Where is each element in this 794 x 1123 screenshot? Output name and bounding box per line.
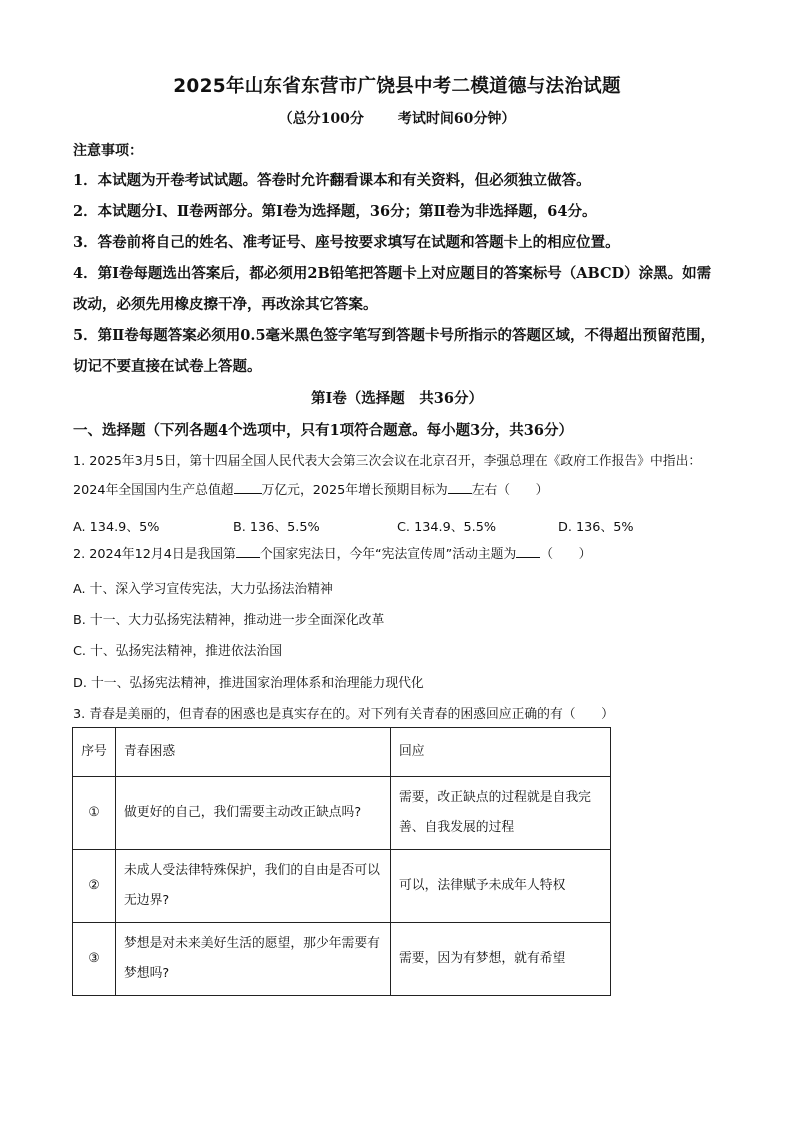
q2-option-c: C. 十、弘扬宪法精神，推进依法治国 bbox=[73, 644, 283, 659]
q2-stem-a: 2. 2024年12月4日是我国第 bbox=[73, 547, 236, 562]
row-puzzle: 梦想是对未来美好生活的愿望，那少年需要有梦想吗? bbox=[116, 923, 391, 996]
table-row bbox=[73, 923, 611, 996]
row-response: 需要，改正缺点的过程就是自我完善、自我发展的过程 bbox=[391, 777, 611, 850]
answer-blank bbox=[236, 545, 260, 558]
note-item: 1．本试题为开卷考试试题。答卷时允许翻看课本和有关资料，但必须独立做答。 bbox=[73, 172, 591, 189]
row-response: 需要，因为有梦想，就有希望 bbox=[391, 923, 611, 996]
total-score: （总分100分 bbox=[278, 111, 364, 127]
note-item: 3．答卷前将自己的姓名、准考证号、座号按要求填写在试题和答题卡上的相应位置。 bbox=[73, 234, 620, 251]
q2-option-d: D. 十一、弘扬宪法精神，推进国家治理体系和治理能力现代化 bbox=[73, 676, 424, 691]
q2-option-a: A. 十、深入学习宣传宪法，大力弘扬法治精神 bbox=[73, 582, 333, 597]
q1-option-d: D. 136、5% bbox=[558, 520, 634, 535]
row-number: ① bbox=[73, 777, 116, 850]
q1-stem-c: 左右（ ） bbox=[471, 483, 549, 498]
q1-option-b: B. 136、5.5% bbox=[233, 520, 320, 535]
row-number: ③ bbox=[73, 923, 116, 996]
notes-heading: 注意事项： bbox=[73, 143, 143, 159]
note-item: 5．第Ⅱ卷每题答案必须用0.5毫米黑色签字笔写到答题卡号所指示的答题区域，不得超出预留范围，切记不要直接在试卷上答题。 bbox=[73, 327, 716, 375]
header-number: 序号 bbox=[73, 728, 116, 777]
table-header-row bbox=[73, 728, 611, 777]
note-item: 2．本试题分Ⅰ、Ⅱ卷两部分。第Ⅰ卷为选择题，36分；第Ⅱ卷为非选择题，64分。 bbox=[73, 203, 597, 220]
row-puzzle: 未成人受法律特殊保护，我们的自由是否可以无边界? bbox=[116, 850, 391, 923]
exam-title: 2025年山东省东营市广饶县中考二模道德与法治试题 bbox=[173, 76, 621, 97]
header-puzzle: 青春困惑 bbox=[116, 728, 391, 777]
q1-option-a: A. 134.9、5% bbox=[73, 520, 160, 535]
table-row bbox=[73, 777, 611, 850]
part-heading: 一、选择题（下列各题4个选项中，只有1项符合题意。每小题3分，共36分） bbox=[73, 422, 573, 439]
question-2-stem bbox=[73, 540, 728, 569]
exam-time: 考试时间60分钟） bbox=[397, 111, 516, 127]
note-item: 4．第Ⅰ卷每题选出答案后，都必须用2B铅笔把答题卡上对应题目的答案标号（ABCD）涂黑。如需改动，必须先用橡皮擦干净，再改涂其它答案。 bbox=[73, 265, 712, 313]
question-3-stem: 3. 青春是美丽的，但青春的困惑也是真实存在的。对下列有关青春的困惑回应正确的有（ ） bbox=[73, 707, 614, 722]
header-response: 回应 bbox=[391, 728, 611, 777]
q3-table bbox=[72, 727, 611, 996]
q1-stem-a: 1. 2025年3月5日，第十四届全国人民代表大会第三次会议在北京召开，李强总理在《政府工作报告》中指出：2024年全国国内生产总值超 bbox=[73, 454, 702, 498]
answer-blank bbox=[516, 545, 540, 558]
row-response: 可以，法律赋予未成年人特权 bbox=[391, 850, 611, 923]
answer-blank bbox=[234, 481, 262, 494]
row-puzzle: 做更好的自己，我们需要主动改正缺点吗? bbox=[116, 777, 391, 850]
q1-option-c: C. 134.9、5.5% bbox=[397, 520, 497, 535]
exam-subtitle bbox=[0, 108, 794, 128]
q2-stem-b: 个国家宪法日，今年“宪法宣传周”活动主题为 bbox=[259, 547, 517, 562]
answer-blank bbox=[448, 481, 472, 494]
q2-option-b: B. 十一、大力弘扬宪法精神，推动进一步全面深化改革 bbox=[73, 613, 385, 628]
q2-stem-c: （ ） bbox=[540, 547, 592, 562]
section-title: 第Ⅰ卷（选择题 共36分） bbox=[311, 390, 483, 407]
q1-stem-b: 万亿元，2025年增长预期目标为 bbox=[261, 483, 448, 498]
question-1-stem bbox=[73, 447, 728, 505]
row-number: ② bbox=[73, 850, 116, 923]
table-row bbox=[73, 850, 611, 923]
